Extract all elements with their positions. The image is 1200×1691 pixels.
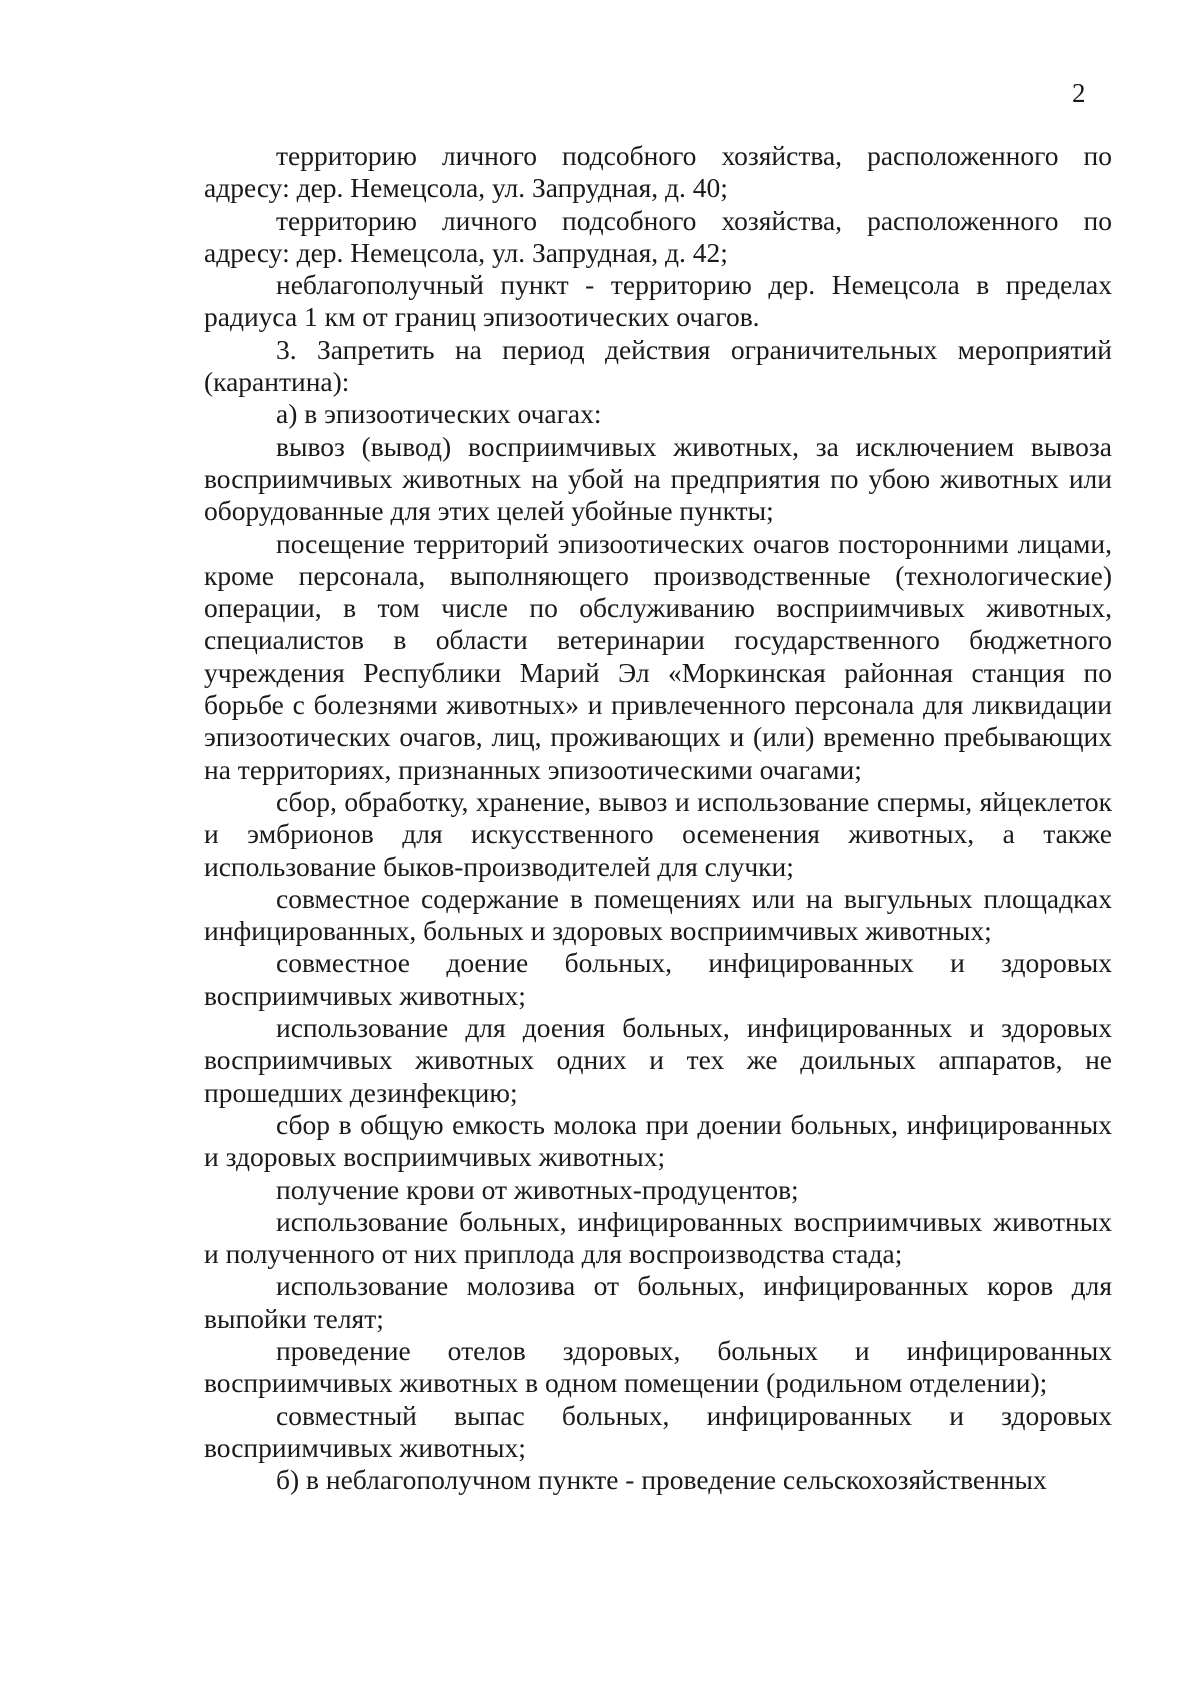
paragraph: территорию личного подсобного хозяйства, расположенного по адресу: дер. Немецсола, ул. Запрудная, д. 40; [204,140,1112,204]
paragraph: вывоз (вывод) восприимчивых животных, за исключением вывоза восприимчивых животных на убой на предприятия по убою животных или оборудованные для этих целей убойные пункты; [204,430,1112,527]
paragraph: использование больных, инфицированных восприимчивых животных и полученного от них приплода для воспроизводства стада; [204,1205,1112,1270]
document-body [204,140,1112,1496]
paragraph: проведение отелов здоровых, больных и инфицированных восприимчивых животных в одном помещении (родильном отделении); [204,1334,1112,1399]
paragraph: а) в эпизоотических очагах: [276,398,602,430]
paragraph: использование для доения больных, инфицированных и здоровых восприимчивых животных одних и тех же доильных аппаратов, не прошедших дезинфекцию; [204,1012,1112,1108]
paragraph: совместное доение больных, инфицированных и здоровых восприимчивых животных; [204,947,1112,1011]
page-number: 2 [1072,78,1086,108]
paragraph: неблагополучный пункт - территорию дер. Немецсола в пределах радиуса 1 км от границ эпизоотических очагов. [204,269,1112,333]
paragraph: сбор, обработку, хранение, вывоз и использование спермы, яйцеклеток и эмбрионов для искусственного осеменения животных, а также использование быков-производителей для случки; [204,785,1112,882]
paragraph: 3. Запретить на период действия ограничительных мероприятий (карантина): [204,333,1112,398]
paragraph: территорию личного подсобного хозяйства, расположенного по адресу: дер. Немецсола, ул. Запрудная, д. 42; [204,204,1112,268]
paragraph: получение крови от животных-продуцентов; [276,1173,799,1205]
paragraph: сбор в общую емкость молока при доении больных, инфицированных и здоровых восприимчивых животных; [204,1108,1112,1173]
paragraph: б) в неблагополучном пункте - проведение сельскохозяйственных [276,1464,1047,1496]
paragraph: совместный выпас больных, инфицированных и здоровых восприимчивых животных; [204,1399,1112,1463]
paragraph: использование молозива от больных, инфицированных коров для выпойки телят; [204,1270,1112,1334]
paragraph: посещение территорий эпизоотических очагов посторонними лицами, кроме персонала, выполняющего производственные (технологические) операции, в том числе по обслуживанию восприимчивых животных, специалистов в области ветеринарии государственного бюджетного учреждения Республики Марий Эл «Моркинская районная станция по борьбе с болезнями животных» и привлеченного персонала для ликвидации эпизоотических очагов, лиц, проживающих и (или) временно пребывающих на территориях, признанных эпизоотическими очагами; [204,527,1112,785]
paragraph: совместное содержание в помещениях или на выгульных площадках инфицированных, больных и здоровых восприимчивых животных; [204,882,1112,947]
